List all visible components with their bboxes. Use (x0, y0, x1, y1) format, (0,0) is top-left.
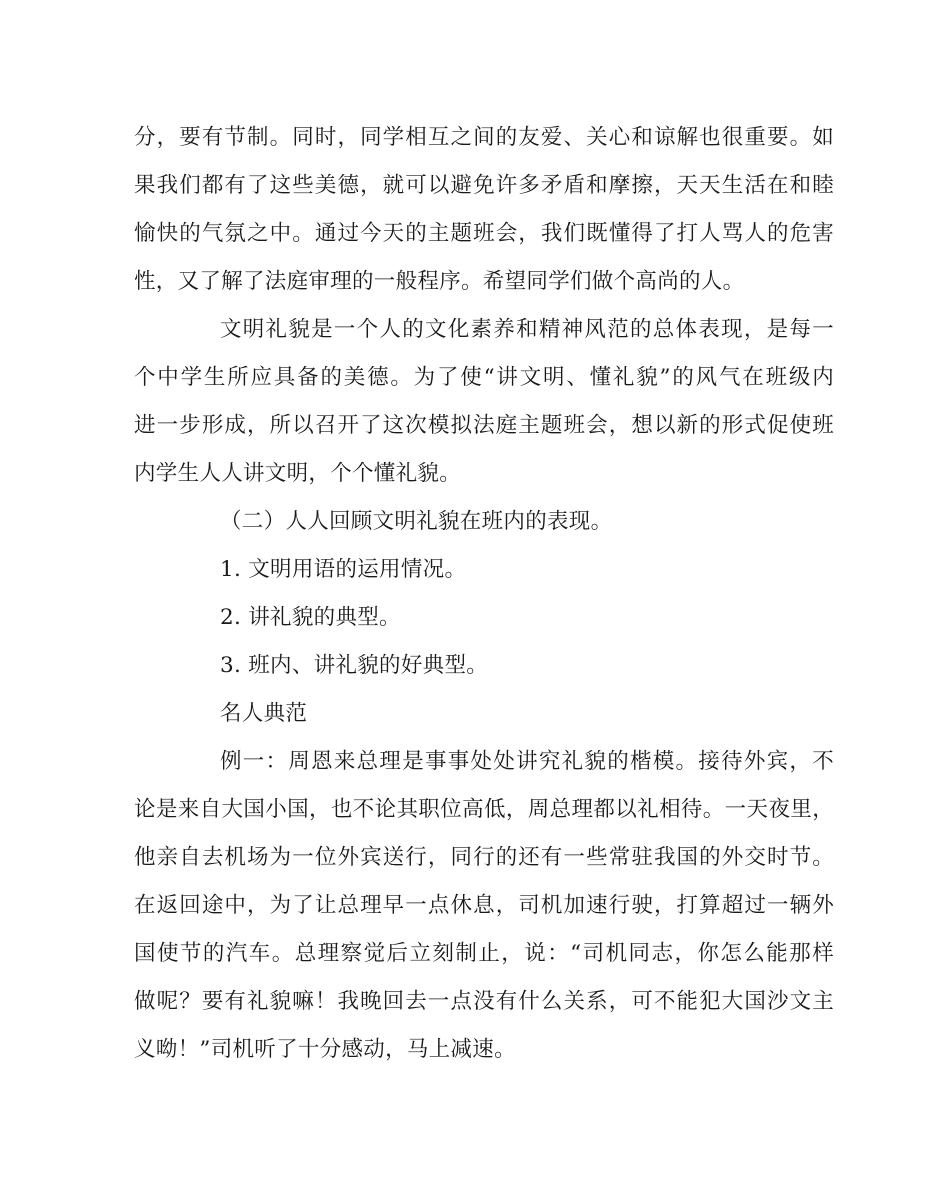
text-line: 国使节的汽车。总理察觉后立刻制止，说：“司机同志，你怎么能那样 (134, 941, 834, 966)
text-line: 例一：周恩来总理是事事处处讲究礼貌的楷模。接待外宾，不 (220, 749, 834, 774)
paragraph-example-one (134, 738, 834, 1074)
text-line: 性，又了解了法庭审理的一般程序。希望同学们做个高尚的人。 (134, 269, 745, 294)
paragraph-civility (134, 306, 834, 498)
list-item: 3. 班内、讲礼貌的好典型。 (220, 653, 489, 678)
section-heading: （二）人人回顾文明礼貌在班内的表现。 (220, 509, 613, 534)
text-line: 义呦！”司机听了十分感动，马上减速。 (134, 1037, 516, 1062)
list-item: 1. 文明用语的运用情况。 (220, 557, 467, 582)
text-line: 个中学生所应具备的美德。为了使“讲文明、懂礼貌”的风气在班级内 (134, 365, 834, 390)
text-line: 论是来自大国小国，也不论其职位高低，周总理都以礼相待。一天夜里， (134, 797, 834, 822)
paragraph-conclusion (134, 114, 834, 306)
text-line: 分，要有节制。同时，同学相互之间的友爱、关心和谅解也很重要。如 (134, 125, 834, 150)
text-line: 进一步形成，所以召开了这次模拟法庭主题班会，想以新的形式促使班 (134, 413, 834, 438)
text-line: 他亲自去机场为一位外宾送行，同行的还有一些常驻我国的外交时节。 (134, 845, 834, 870)
text-line: 内学生人人讲文明，个个懂礼貌。 (134, 461, 462, 486)
text-line: 在返回途中，为了让总理早一点休息，司机加速行驶，打算超过一辆外 (134, 893, 834, 918)
subheading-famous-examples: 名人典范 (220, 701, 308, 726)
text-line: 做呢？要有礼貌嘛！我晚回去一点没有什么关系，可不能犯大国沙文主 (134, 989, 834, 1014)
text-line: 果我们都有了这些美德，就可以避免许多矛盾和摩擦，天天生活在和睦 (134, 173, 834, 198)
text-line: 文明礼貌是一个人的文化素养和精神风范的总体表现，是每一 (220, 317, 834, 342)
text-line: 愉快的气氛之中。通过今天的主题班会，我们既懂得了打人骂人的危害 (134, 221, 834, 246)
list-item: 2. 讲礼貌的典型。 (220, 605, 401, 630)
